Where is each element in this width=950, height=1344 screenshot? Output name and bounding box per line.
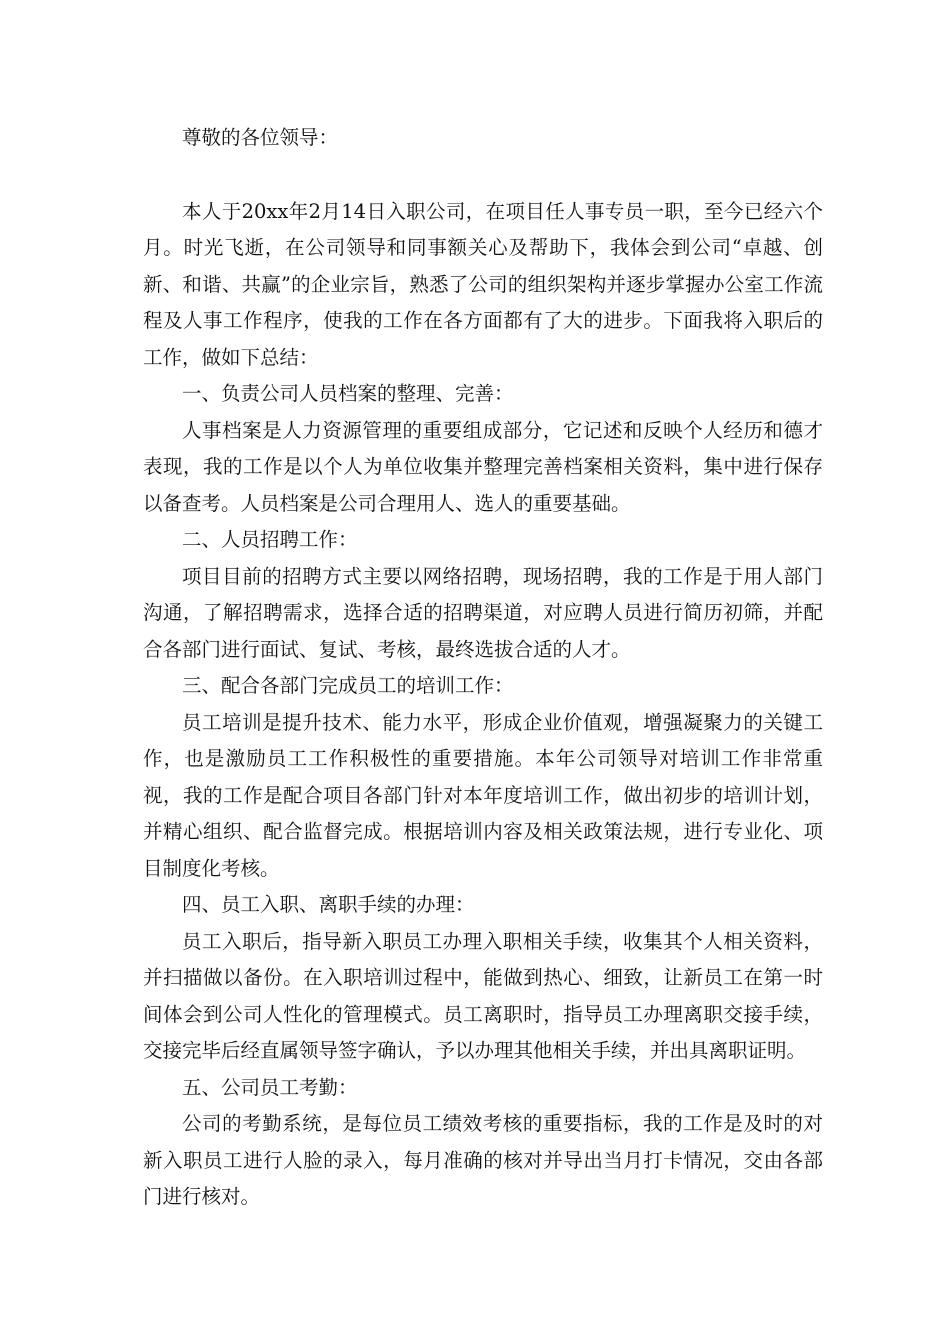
document-body: [143, 120, 823, 1216]
section-heading-1: 一、负责公司人员档案的整理、完善：: [182, 382, 514, 405]
section-heading-2: 二、人员招聘工作：: [182, 528, 358, 551]
section-heading-5: 五、公司员工考勤：: [182, 1075, 358, 1099]
section-heading-3: 三、配合各部门完成员工的培训工作：: [182, 674, 514, 697]
section-body-1: 人事档案是人力资源管理的重要组成部分，它记述和反映个人经历和德才表现，我的工作是以个人为单位收集并整理完善档案相关资料，集中进行保存以备查考。人员档案是公司合理用人、选人的重要基础。: [143, 418, 823, 515]
intro-paragraph: 本人于20xx年2月14日入职公司，在项目任人事专员一职，至今已经六个月。时光飞逝，在公司领导和同事额关心及帮助下，我体会到公司“卓越、创新、和谐、共赢”的企业宗旨，熟悉了公司的组织架构并逐步掌握办公室工作流程及人事工作程序，使我的工作在各方面都有了大的进步。下面我将入职后的工作，做如下总结：: [143, 199, 823, 369]
salutation: 尊敬的各位领导：: [182, 126, 339, 149]
section-body-5: 公司的考勤系统，是每位员工绩效考核的重要指标，我的工作是及时的对新入职员工进行人脸的录入，每月准确的核对并导出当月打卡情况，交由各部门进行核对。: [143, 1112, 823, 1208]
section-body-2: 项目目前的招聘方式主要以网络招聘，现场招聘，我的工作是于用人部门沟通，了解招聘需求，选择合适的招聘渠道，对应聘人员进行简历初筛，并配合各部门进行面试、复试、考核，最终选拔合适的人才。: [143, 564, 823, 661]
section-body-4: 员工入职后，指导新入职员工办理入职相关手续，收集其个人相关资料，并扫描做以备份。在入职培训过程中，能做到热心、细致，让新员工在第一时间体会到公司人性化的管理模式。员工离职时，指导员工办理离职交接手续，交接完毕后经直属领导签字确认，予以办理其他相关手续，并出具离职证明。: [143, 929, 823, 1062]
section-body-3: 员工培训是提升技术、能力水平，形成企业价值观，增强凝聚力的关键工作，也是激励员工工作积极性的重要措施。本年公司领导对培训工作非常重视，我的工作是配合项目各部门针对本年度培训工作，做出初步的培训计划，并精心组织、配合监督完成。根据培训内容及相关政策法规，进行专业化、项目制度化考核。: [143, 710, 823, 880]
section-heading-4: 四、员工入职、离职手续的办理：: [182, 893, 475, 916]
